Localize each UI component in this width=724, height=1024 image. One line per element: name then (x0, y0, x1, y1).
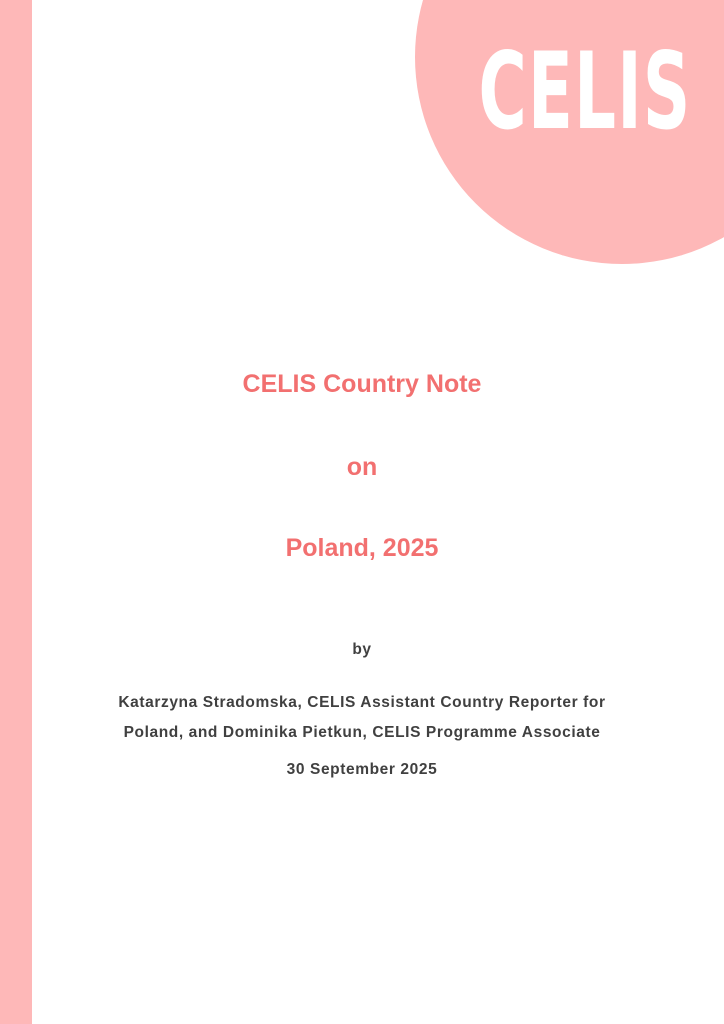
authors-line-1: Katarzyna Stradomska, CELIS Assistant Country Reporter for (118, 694, 606, 711)
authors-line-2: Poland, and Dominika Pietkun, CELIS Programme Associate (123, 724, 601, 741)
byline-label: by (352, 641, 372, 658)
left-accent-bar (0, 0, 32, 1024)
celis-logo: CELIS (478, 30, 692, 153)
document-subject: Poland, 2025 (285, 534, 439, 562)
document-title-connector: on (346, 453, 378, 481)
publication-date: 30 September 2025 (286, 761, 438, 778)
document-title: CELIS Country Note (242, 370, 482, 398)
